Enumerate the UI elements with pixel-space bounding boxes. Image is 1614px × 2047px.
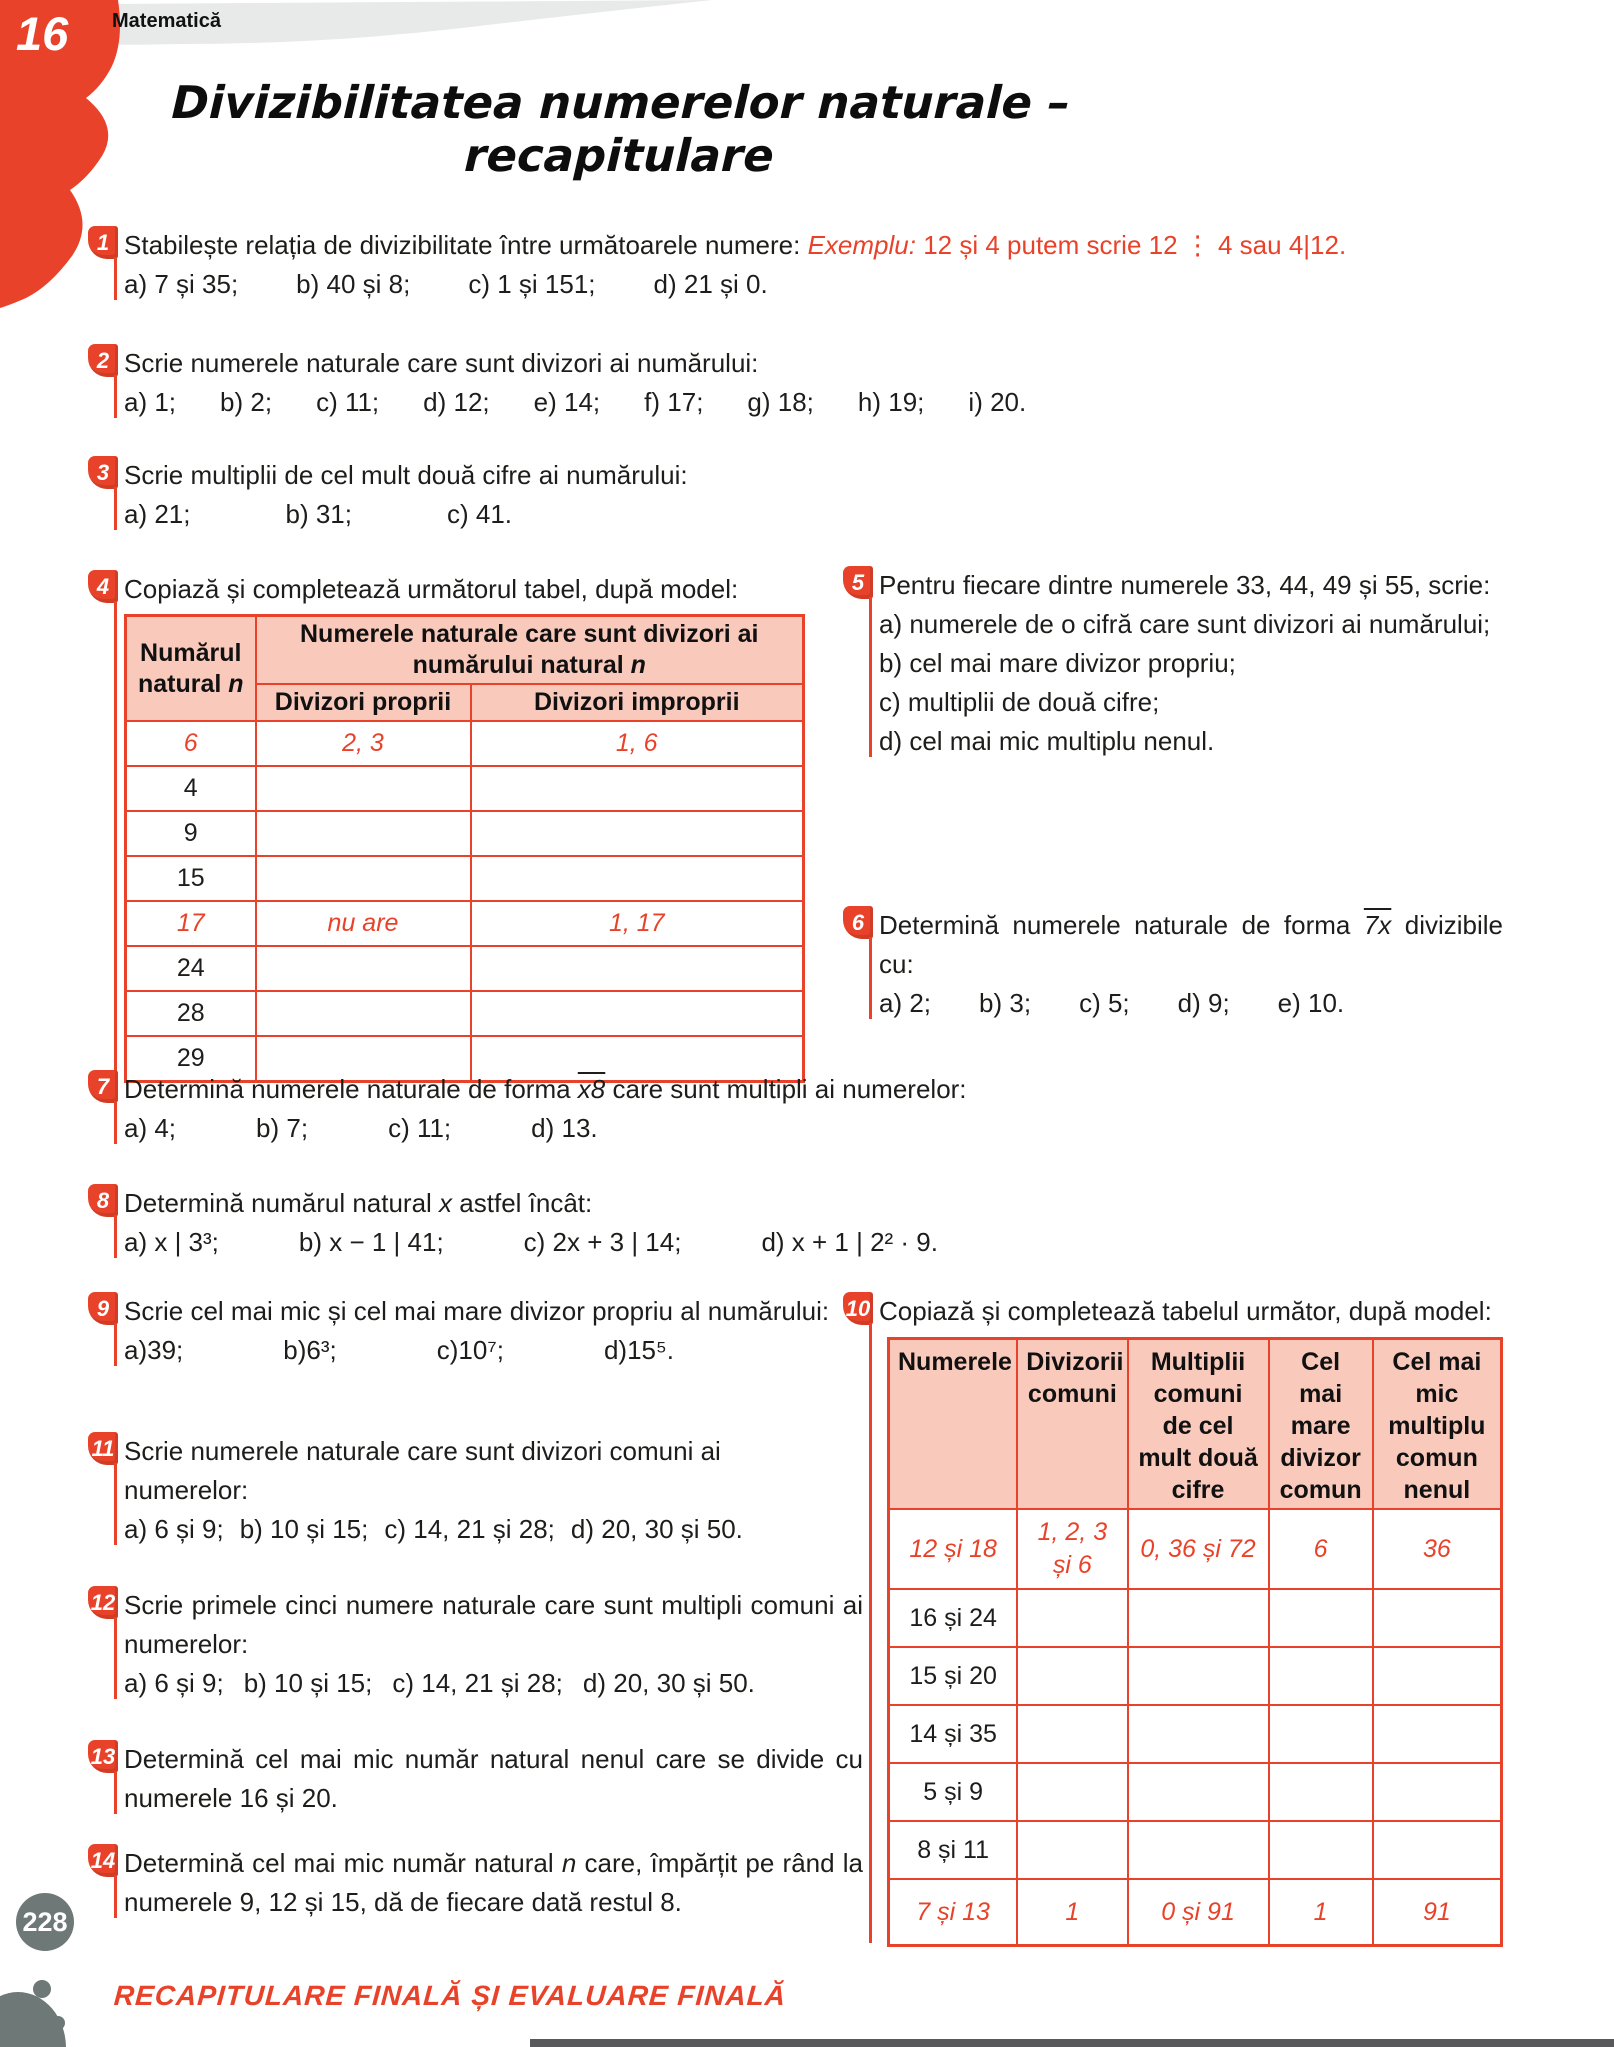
group-header-text: Numerele naturale care sunt divizori ai numărului natural	[300, 620, 759, 679]
statement: Stabilește relația de divizibilitate între următoarele numere:	[124, 230, 801, 260]
cell: 0, 36 și 72	[1128, 1509, 1269, 1589]
cell: 36	[1373, 1509, 1502, 1589]
col-header: Cel mai mare divizor comun	[1269, 1339, 1373, 1510]
option: c) 5;	[1079, 988, 1130, 1018]
cell	[1269, 1821, 1373, 1879]
exercise-8-options	[124, 1223, 1568, 1262]
cell	[1269, 1763, 1373, 1821]
cell	[471, 856, 804, 901]
cell: 1	[1017, 1879, 1127, 1946]
statement: Determină numărul natural	[124, 1188, 432, 1218]
exercise-7	[88, 1070, 1568, 1148]
cell: 6	[126, 721, 256, 766]
exercise-14-badge: 14	[88, 1844, 118, 1877]
option: a) 2;	[879, 988, 932, 1018]
exercise-9-options	[124, 1331, 863, 1370]
overline-form: 7x	[1363, 910, 1392, 940]
option: c) 11;	[388, 1113, 452, 1143]
sub-header: Divizori improprii	[471, 684, 804, 721]
cell: 8 și 11	[889, 1821, 1018, 1879]
exercise-3	[88, 456, 1568, 534]
cell: 1	[1269, 1879, 1373, 1946]
page-title: Divizibilitatea numerelor naturale – recapitulare	[170, 76, 1072, 182]
exercise-5-item: c) multiplii de două cifre;	[879, 687, 1160, 717]
table-row	[889, 1647, 1502, 1705]
option: b) 40 și 8;	[296, 269, 411, 299]
variable: n	[561, 1848, 577, 1878]
col-header	[126, 616, 256, 722]
cell: 15 și 20	[889, 1647, 1018, 1705]
cell: 1, 2, 3 și 6	[1017, 1509, 1127, 1589]
option: d) 9;	[1177, 988, 1230, 1018]
cell: 1, 17	[471, 901, 804, 946]
exercise-2-badge: 2	[88, 344, 118, 377]
option: f) 17;	[644, 387, 704, 417]
cell: 4	[126, 766, 256, 811]
exercise-13-badge: 13	[88, 1740, 118, 1773]
option: d) 13.	[531, 1113, 598, 1143]
cell: 29	[126, 1036, 256, 1082]
col-header: Numerele	[889, 1339, 1018, 1510]
corner-blob-decoration	[0, 1992, 66, 2047]
cell	[1017, 1821, 1127, 1879]
exercise-10	[843, 1292, 1523, 1947]
cell	[1269, 1705, 1373, 1763]
exercise-5-item: d) cel mai mic multiplu nenul.	[879, 726, 1215, 756]
exercise-1-text	[124, 226, 1568, 265]
overline-form: x8	[577, 1074, 606, 1104]
cell	[1373, 1763, 1502, 1821]
cell	[1128, 1647, 1269, 1705]
exercise-4-badge: 4	[88, 570, 118, 603]
cell	[256, 856, 471, 901]
option: d) 21 și 0.	[653, 269, 768, 299]
exercise-4-text: Copiază și completează următorul tabel, după model:	[124, 574, 739, 604]
exercise-7-badge: 7	[88, 1070, 118, 1103]
option: b)6³;	[283, 1335, 337, 1365]
cell: 1, 6	[471, 721, 804, 766]
exercise-2-text: Scrie numerele naturale care sunt divizori ai numărului:	[124, 348, 759, 378]
exercise-10-badge: 10	[843, 1292, 873, 1325]
option: g) 18;	[747, 387, 814, 417]
table-row	[126, 856, 804, 901]
cell	[471, 946, 804, 991]
option: c) 1 și 151;	[468, 269, 596, 299]
cell: 5 și 9	[889, 1763, 1018, 1821]
exercise-5-text: Pentru fiecare dintre numerele 33, 44, 49 și 55, scrie:	[879, 570, 1491, 600]
exercise-5-badge: 5	[843, 566, 873, 599]
exercise-4	[88, 570, 828, 1083]
bottom-bar-decoration	[530, 2039, 1614, 2047]
option: b) 31;	[285, 499, 352, 529]
example-text: 12 și 4 putem scrie 12 ⋮ 4 sau 4|12.	[923, 230, 1347, 260]
table-row-model	[126, 901, 804, 946]
cell: 91	[1373, 1879, 1502, 1946]
exercise-9-text: Scrie cel mai mic și cel mai mare divizor propriu al numărului:	[124, 1296, 830, 1326]
option: b) 2;	[220, 387, 273, 417]
cell: 17	[126, 901, 256, 946]
cell: 6	[1269, 1509, 1373, 1589]
exercise-13-text: Determină cel mai mic număr natural nenul care se divide cu numerele 16 și 20.	[124, 1744, 863, 1813]
exercise-9-badge: 9	[88, 1292, 118, 1325]
table-row	[889, 1705, 1502, 1763]
cell	[471, 811, 804, 856]
cell	[1373, 1821, 1502, 1879]
subject-label: Matematică	[112, 10, 221, 32]
cell	[1017, 1763, 1127, 1821]
option: c) 2x + 3 | 14;	[523, 1227, 682, 1257]
header-row	[889, 1339, 1502, 1510]
option: a) 6 și 9;	[124, 1514, 224, 1544]
common-divisors-table	[887, 1337, 1503, 1947]
cell	[256, 946, 471, 991]
option: c)10⁷;	[436, 1335, 504, 1365]
statement: care sunt multipli ai numerelor:	[612, 1074, 967, 1104]
exercise-7-text	[124, 1070, 1568, 1109]
cell	[1128, 1705, 1269, 1763]
option: b) 7;	[256, 1113, 309, 1143]
group-header	[256, 616, 804, 685]
option: b) 3;	[979, 988, 1032, 1018]
footer-section-label: RECAPITULARE FINALĂ ȘI EVALUARE FINALĂ	[112, 1980, 788, 2011]
cell	[1373, 1647, 1502, 1705]
option: a) 1;	[124, 387, 177, 417]
option: b) x − 1 | 41;	[298, 1227, 444, 1257]
exercise-8-badge: 8	[88, 1184, 118, 1217]
option: b) 10 și 15;	[239, 1514, 369, 1544]
option: d) 12;	[423, 387, 490, 417]
example-label: Exemplu:	[807, 230, 916, 260]
exercise-12-options	[124, 1664, 863, 1703]
option: h) 19;	[857, 387, 925, 417]
option: d) x + 1 | 2² · 9.	[761, 1227, 938, 1257]
chapter-number: 16	[16, 7, 69, 60]
exercise-6-badge: 6	[843, 906, 873, 939]
exercise-8	[88, 1184, 1568, 1262]
cell	[1017, 1647, 1127, 1705]
col-header: Divizorii comuni	[1017, 1339, 1127, 1510]
cell: nu are	[256, 901, 471, 946]
exercise-12-text: Scrie primele cinci numere naturale care sunt multipli comuni ai numerelor:	[124, 1590, 863, 1659]
table-row-model	[126, 721, 804, 766]
exercise-7-options	[124, 1109, 1568, 1148]
cell	[1017, 1589, 1127, 1647]
cell: 9	[126, 811, 256, 856]
cell: 2, 3	[256, 721, 471, 766]
cell: 24	[126, 946, 256, 991]
cell: 7 și 13	[889, 1879, 1018, 1946]
cell	[1373, 1589, 1502, 1647]
option: e) 14;	[533, 387, 601, 417]
option: c) 14, 21 și 28;	[392, 1668, 563, 1698]
exercise-5-item: a) numerele de o cifră care sunt divizori ai numărului;	[879, 609, 1491, 639]
option: b) 10 și 15;	[243, 1668, 373, 1698]
exercise-12-badge: 12	[88, 1586, 118, 1619]
cell: 28	[126, 991, 256, 1036]
option: a)39;	[124, 1335, 184, 1365]
exercise-10-text: Copiază și completează tabelul următor, după model:	[879, 1296, 1492, 1326]
option: a) 6 și 9;	[124, 1668, 224, 1698]
table-row	[889, 1763, 1502, 1821]
statement: divizibile cu:	[879, 910, 1503, 979]
table-row	[126, 991, 804, 1036]
cell	[471, 766, 804, 811]
exercise-13	[88, 1740, 863, 1818]
exercise-2-options	[124, 383, 1568, 422]
table-row	[889, 1821, 1502, 1879]
option: d)15⁵.	[603, 1335, 674, 1365]
exercise-11-options	[124, 1510, 788, 1549]
exercise-14	[88, 1844, 863, 1922]
cell	[1269, 1647, 1373, 1705]
table-row-model	[889, 1509, 1502, 1589]
exercise-1-options	[124, 265, 1568, 304]
col-header-text: Numărul natural	[137, 638, 242, 698]
cell	[1128, 1589, 1269, 1647]
cell	[256, 766, 471, 811]
cell	[1269, 1589, 1373, 1647]
table-row	[126, 946, 804, 991]
exercise-9	[88, 1292, 863, 1370]
exercise-2	[88, 344, 1568, 422]
statement: care, împărțit pe rând la numerele 9, 12 și 15, dă de fiecare dată restul 8.	[124, 1848, 864, 1917]
cell: 0 și 91	[1128, 1879, 1269, 1946]
col-header: Cel mai mic multiplu comun nenul	[1373, 1339, 1502, 1510]
option: a) 21;	[124, 499, 191, 529]
table-row	[889, 1589, 1502, 1647]
cell: 16 și 24	[889, 1589, 1018, 1647]
cell	[256, 811, 471, 856]
cell	[1128, 1821, 1269, 1879]
exercise-3-options	[124, 495, 1568, 534]
option: a) 4;	[124, 1113, 177, 1143]
exercise-1	[88, 226, 1568, 304]
statement: astfel încât:	[459, 1188, 593, 1218]
exercise-6-options	[879, 984, 1503, 1023]
exercise-3-text: Scrie multiplii de cel mult două cifre ai numărului:	[124, 460, 688, 490]
cell	[471, 991, 804, 1036]
exercise-6	[843, 906, 1503, 1023]
statement: Determină cel mai mic număr natural	[124, 1848, 554, 1878]
cell	[1017, 1705, 1127, 1763]
option: i) 20.	[968, 387, 1027, 417]
exercise-11-text: Scrie numerele naturale care sunt divizori comuni ai numerelor:	[124, 1436, 721, 1505]
page-number-badge: 228	[16, 1893, 74, 1951]
exercise-1-badge: 1	[88, 226, 118, 259]
table-row	[126, 811, 804, 856]
variable: x	[439, 1188, 453, 1218]
cell: 14 și 35	[889, 1705, 1018, 1763]
sub-header: Divizori proprii	[256, 684, 471, 721]
option: e) 10.	[1277, 988, 1345, 1018]
divisors-table	[124, 614, 805, 1083]
exercise-5-item: b) cel mai mare divizor propriu;	[879, 648, 1236, 678]
option: a) x | 3³;	[124, 1227, 219, 1257]
cell	[1128, 1763, 1269, 1821]
exercise-5	[843, 566, 1503, 761]
exercise-11	[88, 1432, 788, 1549]
cell	[1373, 1705, 1502, 1763]
exercise-14-text	[124, 1844, 863, 1922]
option: a) 7 și 35;	[124, 269, 239, 299]
col-header-var: n	[228, 669, 244, 698]
option: d) 20, 30 și 50.	[582, 1668, 755, 1698]
exercise-3-badge: 3	[88, 456, 118, 489]
group-header-var: n	[630, 651, 646, 679]
exercise-12	[88, 1586, 863, 1703]
statement: Determină numerele naturale de forma	[124, 1074, 571, 1104]
option: d) 20, 30 și 50.	[570, 1514, 743, 1544]
cell: 15	[126, 856, 256, 901]
cell: 12 și 18	[889, 1509, 1018, 1589]
option: c) 11;	[316, 387, 380, 417]
table-row	[126, 766, 804, 811]
exercise-8-text	[124, 1184, 1568, 1223]
statement: Determină numerele naturale de forma	[879, 910, 1351, 940]
col-header: Multiplii comuni de cel mult două cifre	[1128, 1339, 1269, 1510]
option: c) 41.	[447, 499, 513, 529]
cell	[256, 991, 471, 1036]
table-row-model	[889, 1879, 1502, 1946]
exercise-11-badge: 11	[88, 1432, 118, 1465]
exercise-6-text	[879, 906, 1503, 984]
option: c) 14, 21 și 28;	[384, 1514, 555, 1544]
